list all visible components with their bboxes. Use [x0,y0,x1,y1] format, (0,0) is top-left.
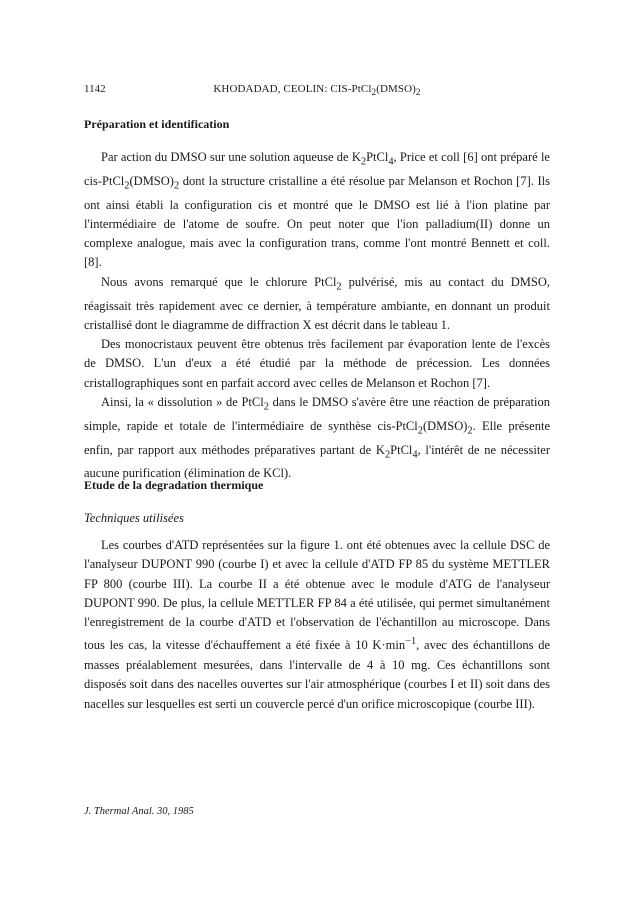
text-run: dont la structure cristalline a été résolue par Melanson et Rochon [7]. Ils ont ainsi établi la configuration cis et montré que le DMSO est lié à l'ion platine par l'intermédiaire de l'atome de soufre. On peut noter que l'ion palladium(II) donne un complexe analogue, mais avec la configuration trans, comme l'ont montré Bennett et coll. [8]. [84,173,550,270]
subscript: 2 [336,281,342,293]
text-run: Par action du DMSO sur une solution aqueuse de K [101,150,361,164]
running-head [84,83,550,99]
paragraph: Des monocristaux peuvent être obtenus très facilement par évaporation lente de l'excès de DMSO. L'un d'eux a été étudié par la méthode de précession. Les données cristallographiques sont en parfait accord avec celles de Melanson et Rochon [7]. [84,337,550,390]
text-run: , l'intérêt de ne nécessiter aucune purification (élimination de KCl). [84,442,550,481]
text-run: pulvérisé, mis au contact du DMSO, réagissait très rapidement avec ce dernier, à température ambiante, en donnant un produit cristallisé dont le diagramme de diffraction X est décrit dans le tableau 1. [84,274,550,332]
paragraph [84,393,550,484]
subscript: 4 [412,449,418,461]
text-run: PtCl [366,150,389,164]
page-number: 1142 [84,83,106,95]
paragraph [84,536,550,714]
text-run: , Price et coll [6] ont préparé le cis-PtCl [84,150,550,188]
running-title [84,83,550,97]
subscript: 2 [384,449,391,461]
text-run: , avec des échantillons de masses préalablement mesurées, dans l'intervalle de 4 à 10 mg. Ces échantillons sont disposés soit dans des nacelles ouvertes sur l'air atmosphérique (courbes I et II) soit dans des nacelles sur lesquelles est serti un couvercle percé d'un orifice microscopique (courbe III). [84,638,550,711]
subscript: 4 [388,156,394,168]
text-run: (DMSO) [129,173,174,188]
text-run: dans le DMSO s'avère être une réaction de préparation simple, rapide et totale de l'intermédiaire de synthèse cis-PtCl [84,395,550,433]
subscript: 2 [417,425,423,437]
superscript: −1 [405,636,417,648]
text-run: Ainsi, la « dissolution » de PtCl [101,395,264,410]
subscript: 2 [263,401,269,413]
paragraph [84,148,550,273]
text-run: Les courbes d'ATD représentées sur la figure 1. ont été obtenues avec la cellule DSC de l'analyseur DUPONT 990 (courbe I) et avec la cellule d'ATD FP 85 du système METTLER FP 800 (courbe III). La courbe II a été obtenue avec le module d'ATG de l'analyseur DUPONT 990. De plus, la cellule METTLER FP 84 a été utilisée, qui permet simultanément l'enregistrement de la courbe d'ATD et l'observation de l'échantillon au microscope. Dans tous les cas, la vitesse d'échauffement a été fixée à 10 K·min [84,538,550,653]
paragraph [84,273,550,335]
running-title-text: (DMSO) [376,83,416,95]
running-title-subscript: 2 [371,87,377,98]
journal-footer: J. Thermal Anal. 30, 1985 [84,806,194,817]
section-preparation-body [84,148,550,484]
subscript: 2 [360,156,367,168]
text-run: Nous avons remarqué que le chlorure PtCl [101,274,337,289]
text-run: PtCl [390,442,413,457]
running-title-subscript: 2 [415,87,421,98]
section-heading-preparation: Préparation et identification [84,117,230,131]
text-run: . Elle présente enfin, par rapport aux méthodes préparatives partant de K [84,418,550,457]
section-techniques-body [84,536,550,714]
subscript: 2 [124,180,130,192]
text-run: (DMSO) [422,418,468,433]
subscript: 2 [467,425,473,437]
running-title-text: KHODADAD, CEOLIN: CIS-PtCl [213,83,372,95]
subscript: 2 [173,180,180,192]
section-heading-thermal-degradation: Etude de la degradation thermique [84,478,264,492]
subsection-heading-techniques: Techniques utilisées [84,511,184,525]
